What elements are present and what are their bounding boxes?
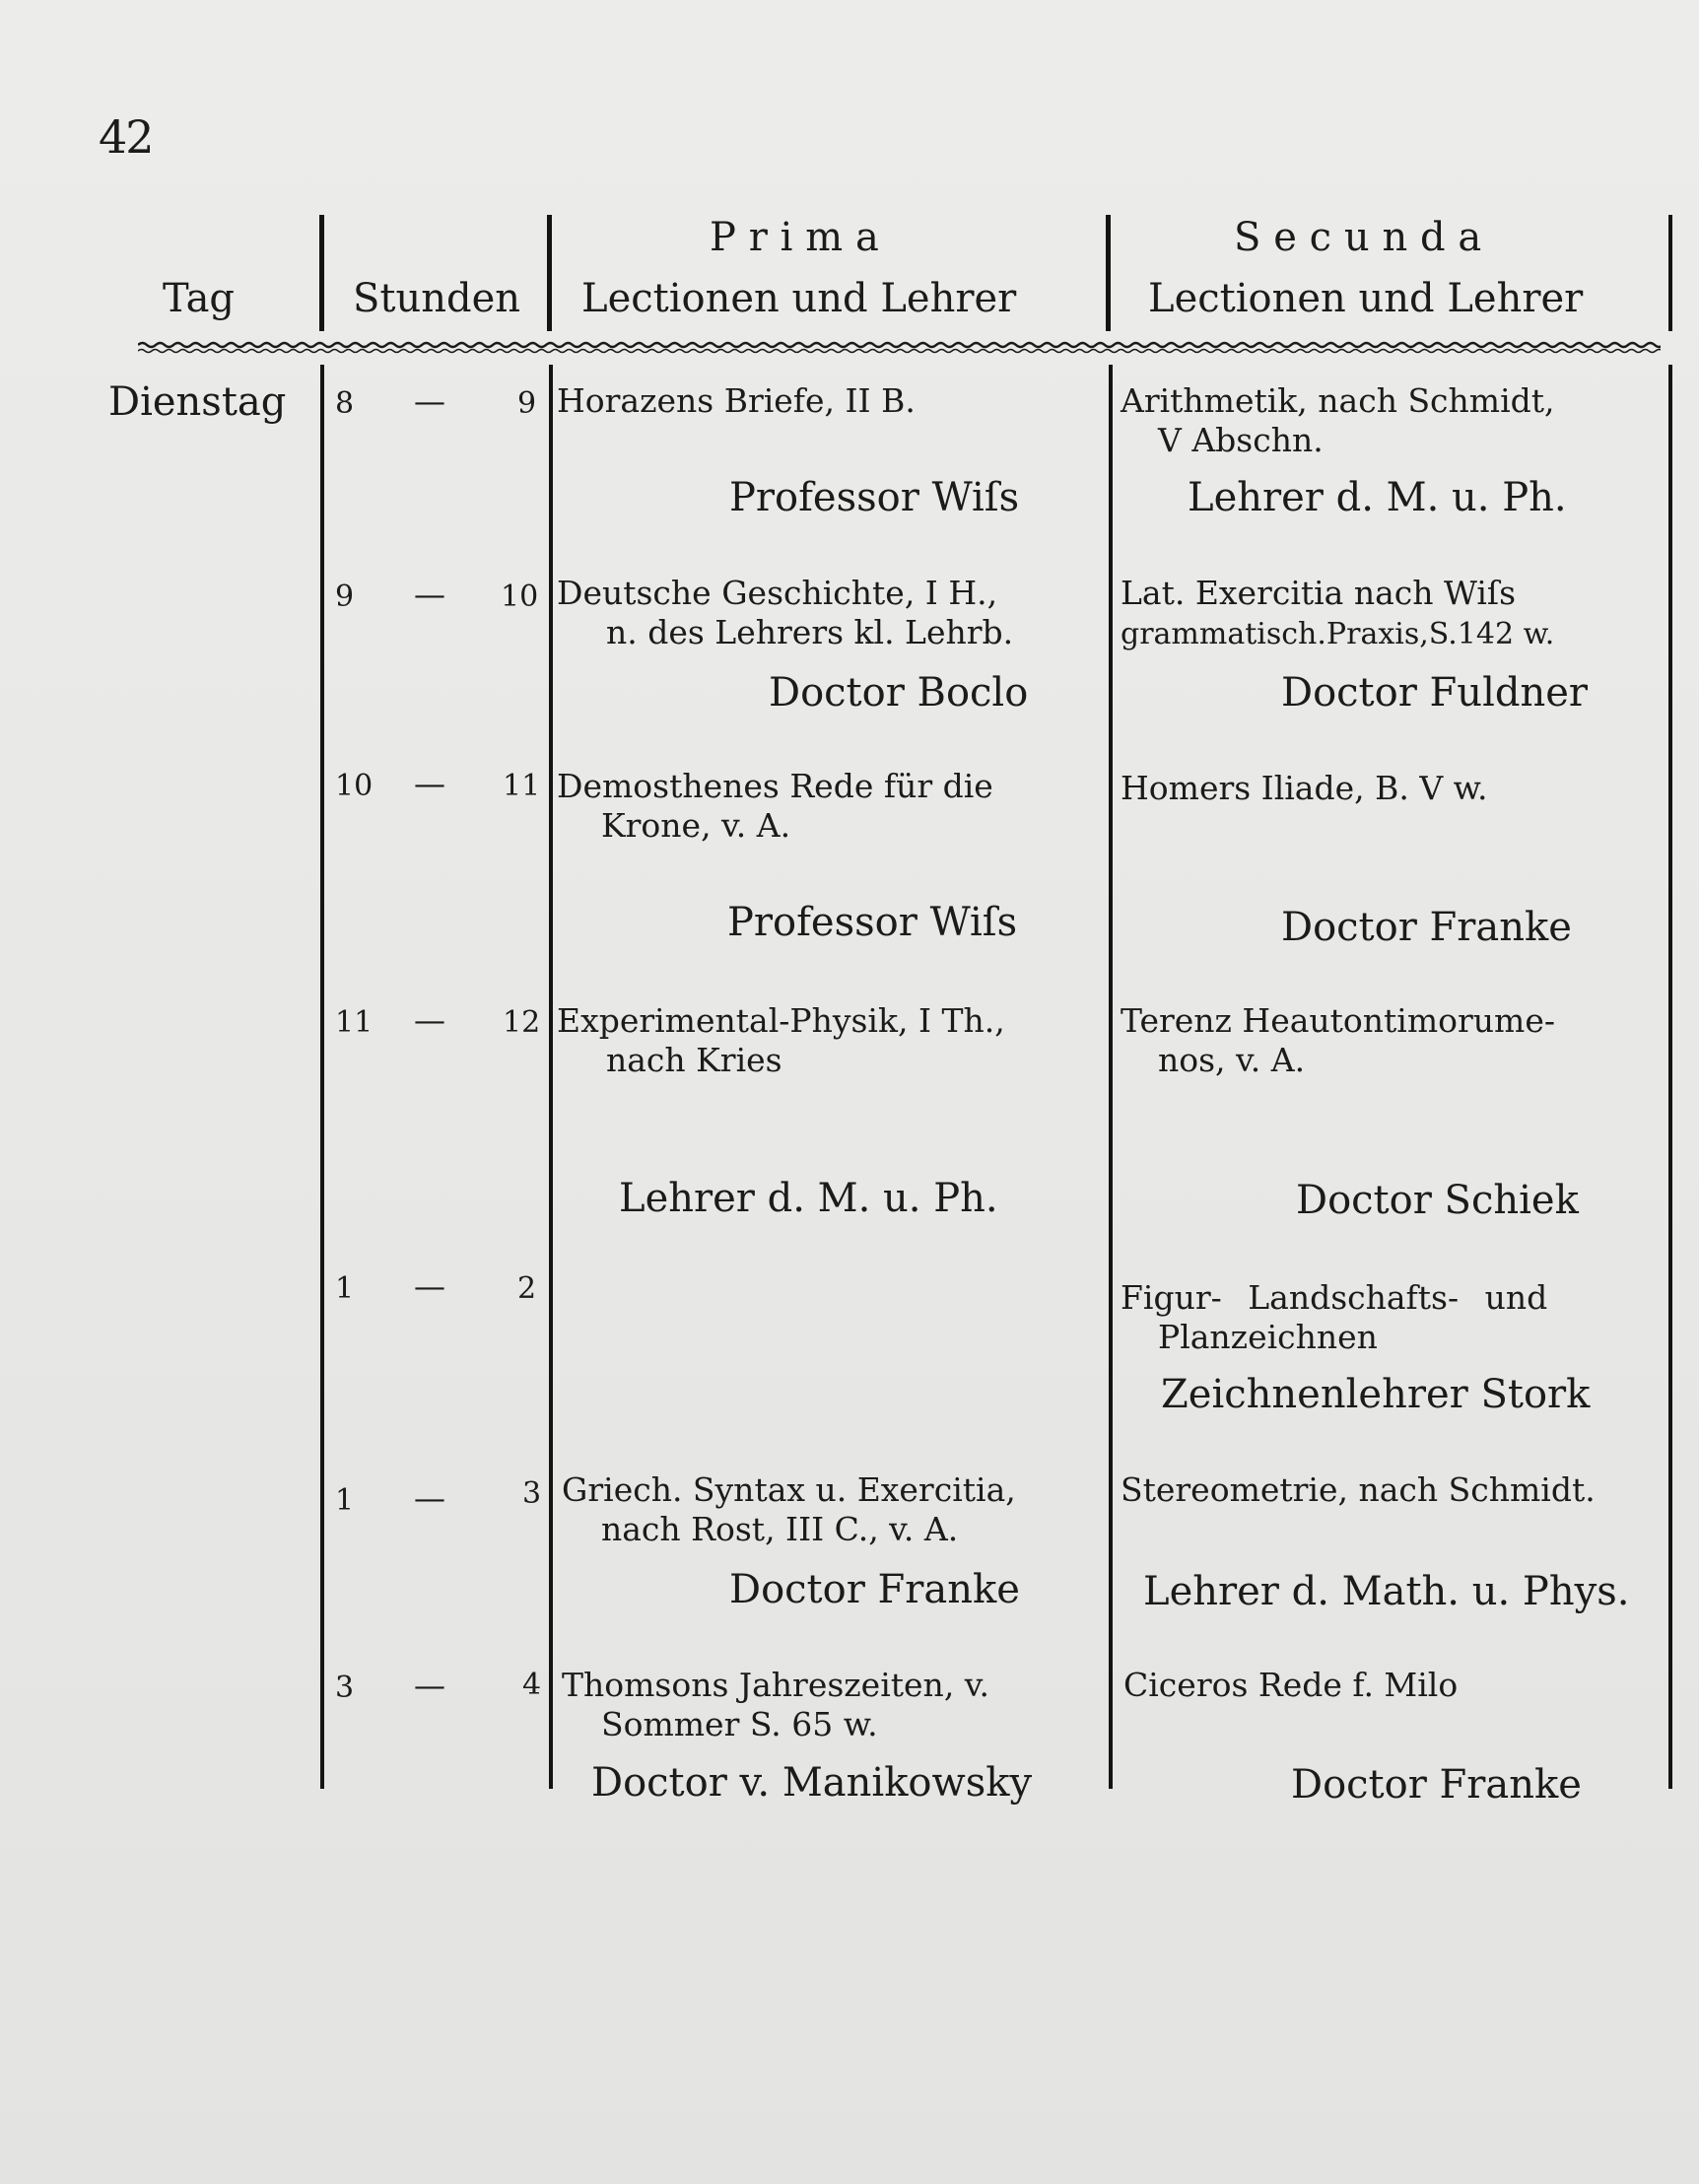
header-rule-1 [319,215,324,331]
wavy-divider [138,339,1661,357]
secunda-teacher: Doctor Franke [1291,1762,1582,1808]
header-rule-2 [547,215,552,331]
prima-teacher: Professor Wiſs [729,475,1020,520]
secunda-lesson-cont: nos, v. A. [1158,1041,1306,1079]
secunda-lesson: Arithmetik, nach Schmidt, [1121,381,1555,420]
hour-dash: — [414,1001,445,1039]
secunda-teacher: Lehrer d. Math. u. Phys. [1143,1569,1630,1614]
hour-from: 1 [335,1483,355,1518]
prima-lesson-cont: Sommer S. 65 w. [601,1705,878,1743]
header-rule-4 [1668,215,1672,331]
prima-lesson: Experimental-Physik, I Th., [557,1001,1005,1040]
prima-lesson-cont: nach Kries [606,1041,782,1079]
hour-from: 3 [335,1671,355,1705]
hour-dash: — [414,1667,445,1704]
header-rule-3 [1106,215,1111,331]
body-rule-3 [1109,365,1113,1789]
prima-lesson-cont: nach Rost, III C., v. A. [601,1510,959,1548]
secunda-teacher: Zeichnenlehrer Stork [1161,1372,1591,1417]
hour-to: 11 [503,769,541,803]
body-rule-1 [320,365,324,1789]
hour-to: 12 [503,1005,541,1040]
secunda-teacher: Doctor Franke [1281,905,1572,950]
secunda-lesson-cont: grammatisch.Praxis,S.142 w. [1121,617,1555,651]
prima-lesson: Horazens Briefe, II B. [557,381,916,420]
prima-teacher: Doctor Boclo [769,670,1029,716]
secunda-teacher: Doctor Fuldner [1281,670,1589,716]
header-secunda-sub: Lectionen und Lehrer [1148,276,1584,321]
prima-lesson-cont: n. des Lehrers kl. Lehrb. [606,613,1014,651]
prima-teacher: Professor Wiſs [727,900,1018,945]
secunda-lesson: Stereometrie, nach Schmidt. [1121,1470,1596,1509]
header-stunden: Stunden [353,276,521,321]
hour-from: 1 [335,1271,355,1306]
hour-to: 9 [517,386,537,421]
secunda-teacher: Lehrer d. M. u. Ph. [1188,475,1567,520]
body-rule-4 [1668,365,1672,1789]
prima-lesson: Deutsche Geschichte, I H., [557,574,998,612]
secunda-lesson: Figur- Landschafts- und [1121,1278,1548,1317]
prima-teacher: Doctor v. Manikowsky [591,1760,1033,1806]
header-tag: Tag [163,276,236,321]
hour-to: 4 [522,1668,542,1702]
hour-to: 2 [517,1271,537,1306]
secunda-lesson: Homers Iliade, B. V w. [1121,769,1488,807]
hour-from: 10 [335,769,374,803]
header-prima-title: Prima [710,215,892,260]
hour-dash: — [414,1479,445,1517]
body-rule-2 [549,365,553,1789]
hour-dash: — [414,576,445,613]
secunda-lesson-cont: Planzeichnen [1158,1318,1378,1356]
hour-from: 11 [335,1005,374,1040]
header-secunda-title: Secunda [1234,215,1495,260]
prima-lesson: Thomsons Jahreszeiten, v. [562,1666,990,1704]
secunda-teacher: Doctor Schiek [1296,1178,1579,1223]
hour-from: 8 [335,386,355,421]
header-prima-sub: Lectionen und Lehrer [581,276,1017,321]
prima-lesson: Griech. Syntax u. Exercitia, [562,1470,1016,1509]
secunda-lesson-cont: V Abschn. [1158,421,1324,459]
prima-lesson-cont: Krone, v. A. [601,806,791,845]
prima-lesson: Demosthenes Rede für die [557,767,993,805]
hour-to: 3 [522,1476,542,1511]
hour-from: 9 [335,580,355,614]
secunda-lesson: Ciceros Rede f. Milo [1123,1666,1459,1704]
hour-to: 10 [501,580,539,614]
hour-dash: — [414,1267,445,1305]
prima-teacher: Doctor Franke [729,1567,1020,1612]
day-label: Dienstag [108,379,287,425]
page-number: 42 [99,110,153,164]
secunda-lesson: Lat. Exercitia nach Wiſs [1121,574,1517,612]
prima-teacher: Lehrer d. M. u. Ph. [619,1176,998,1221]
secunda-lesson: Terenz Heautontimorume- [1121,1001,1556,1040]
hour-dash: — [414,765,445,802]
hour-dash: — [414,382,445,420]
